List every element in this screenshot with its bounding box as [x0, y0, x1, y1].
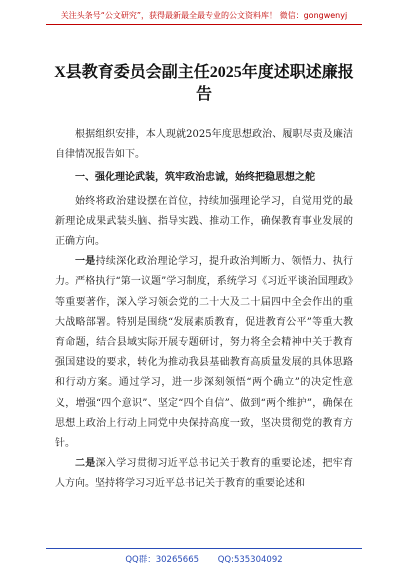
document-title: X县教育委员会副主任2025年度述职述廉报告 [54, 64, 354, 103]
document-body [55, 125, 353, 495]
top-banner: 关注头条号“公文研究”，获得最新最全最专业的公文资料库！ 微信：gongwenyj [46, 10, 362, 25]
paragraph-lead: 二是 [75, 458, 96, 470]
intro-paragraph: 根据组织安排，本人现就2025年度思想政治、履职尽责及廉洁自律情况报告如下。 [55, 129, 353, 161]
footer-qq-group: QQ群：30265665 [125, 555, 200, 565]
paragraph-text: 持续深化政治理论学习，提升政治判断力、领悟力、执行力。严格执行“第一议题”学习制度，系统学习《习近平谈治国理政》等重要著作，深入学习领会党的二十大及二十届四中全会作出的重大战略部署。特别是围绕“发展素质教育，促进教育公平”等重大教育命题，结合县域实际开展专题研讨，努力将全会精神中关于教育强国建设的要求，转化为推动我县基础教育高质量发展的具体思路和行动方案。通过学习，进一步深刻领悟“两个确立”的决定性意义，增强“四个意识”、坚定“四个自信”、做到“两个维护”，确保在思想上政治上行动上同党中央保持高度一致，坚决贯彻党的教育方针。 [55, 256, 354, 450]
paragraph-text: 深入学习贯彻习近平总书记关于教育的重要论述，把牢育人方向。坚持将学习习近平总书记关于教育的重要论述和 [55, 458, 354, 490]
section-paragraph [55, 252, 353, 454]
section-heading: 一、强化理论武装，筑牢政治忠诚，始终把稳思想之舵 [75, 172, 315, 184]
section-paragraph [55, 454, 353, 494]
paragraph-lead: 一是 [75, 256, 96, 268]
section-paragraph: 始终将政治建设摆在首位，持续加强理论学习，自觉用党的最新理论成果武装头脑、指导实践、推动工作，确保教育事业发展的正确方向。 [55, 195, 353, 248]
footer-qq: QQ:535304092 [217, 555, 283, 565]
footer [46, 548, 362, 565]
